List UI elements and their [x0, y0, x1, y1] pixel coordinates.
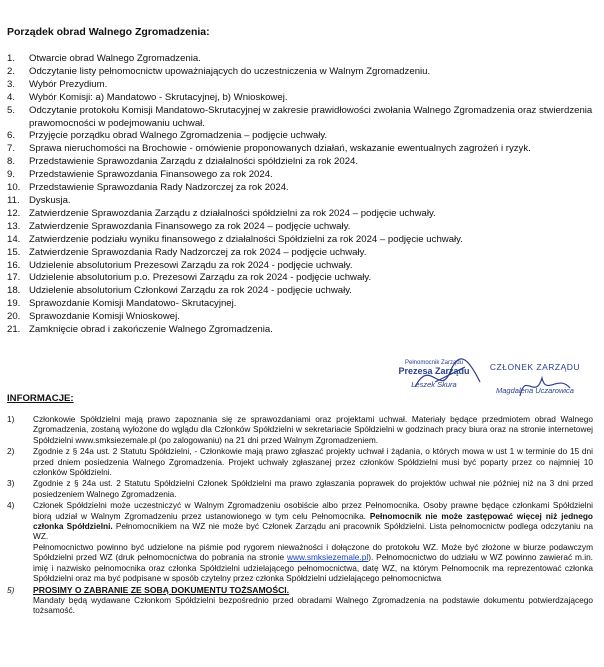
info-heading: INFORMACJE: [7, 393, 74, 404]
agenda-item [7, 195, 597, 208]
agenda-item [7, 311, 597, 324]
agenda-item [7, 272, 597, 285]
stamp-left-top: Pełnomocnik Zarządu [404, 360, 464, 366]
info-item-3: 3) Zgodnie z § 24a ust. 2 Statutu Spółdzielni Członek Spółdzielni ma prawo zgłaszania poprawek do projektów uchwał nie później niż na 3 dni przed posiedzeniem Walnego Zgromadzenia. [7, 478, 593, 499]
info-section [7, 414, 593, 617]
agenda-item-text: Odczytanie listy pełnomocnictw upoważniających do uczestniczenia w Walnym Zgromadzeniu. [29, 65, 431, 77]
agenda-item-number: 4. [7, 91, 16, 103]
agenda-item-text: Sprawa nieruchomości na Brochowie - omówienie proponowanych działań, wskazanie ewentualnych zagrożeń i ryzyk. [29, 143, 531, 155]
agenda-item-number: 14. [7, 233, 21, 245]
agenda-item-text: Otwarcie obrad Walnego Zgromadzenia. [29, 53, 201, 64]
agenda-item-number: 17. [7, 272, 21, 284]
agenda-item [7, 221, 597, 234]
stamp-right-name: Magdalena Uczarowica [496, 386, 574, 395]
agenda-item-text: Zatwierdzenie podziału wyniku finansowego z działalności Spółdzielni za rok 2024 – podjęcie uchwały. [29, 233, 463, 245]
agenda-item [7, 182, 597, 195]
agenda-item-number: 7. [7, 143, 16, 155]
agenda-item-text: Zamknięcie obrad i zakończenie Walnego Zgromadzenia. [29, 324, 273, 336]
agenda-item [7, 130, 597, 143]
agenda-item [7, 285, 597, 298]
agenda-item-text: Zatwierdzenie Sprawozdania Finansowego za rok 2024 – podjęcie uchwały. [29, 220, 351, 232]
agenda-item-number: 13. [7, 220, 21, 232]
agenda-item-number: 18. [7, 285, 21, 297]
signature-left [410, 352, 490, 402]
agenda-item-text: Przedstawienie Sprawozdania Finansowego za rok 2024. [29, 169, 273, 181]
agenda-item-text: Przyjęcie porządku obrad Walnego Zgromadzenia – podjęcie uchwały. [29, 130, 328, 142]
agenda-item-number: 10. [7, 182, 21, 194]
agenda-item-number: 11. [7, 194, 20, 206]
agenda-item-number: 5. [7, 104, 16, 116]
agenda-item [7, 105, 597, 131]
agenda-item-text: Odczytanie protokołu Komisji Mandatowo-Skrutacyjnej w zakresie prawidłowości zwołania Walnego Zgromadzenia oraz stwierdzenia prawomocności w podejmowaniu uchwał. [29, 104, 593, 129]
agenda-item [7, 324, 597, 337]
agenda-list [7, 53, 597, 337]
stamp-left-name: Leszek Skura [411, 380, 457, 389]
agenda-item-number: 9. [7, 169, 16, 181]
agenda-item [7, 79, 597, 92]
info-item-4: 4) Członek Spółdzielni może uczestniczyć w Walnym Zgromadzeniu osobiście albo przez Pełnomocnika. Osoby prawne będące członkami Spółdzielni biorą udział w Walnym Zgromadzeniu przez ustanowionego w tym celu Pełnomocnika. Pełnomocnik nie może zastępować więcej niż jednego członka Spółdzielni. Pełnomocnikiem na WZ nie może być Członek Zarządu ani pracownik Spółdzielni. Lista pełnomocnictw podlega odczytaniu na WZ. Pełnomocnictwo powinno być udzielone na piśmie pod rygorem nieważności i dołączone do protokołu WZ. Może być złożone w biurze podawczym Spółdzielni przed WZ (druk pełnomocnictwa do pobrania na stronie www.smksiezemale.pl). Pełnomocnictwo do udziału w WZ powinno zawierać m.in. imię i nazwisko pełnomocnika oraz członka Spółdzielni udzielającego pełnomocnictwa, datę WZ, na którym Pełnomocnik ma reprezentować członka Spółdzielni oraz ma być podpisane w sposób czytelny przez członka Spółdzielni udzielającego pełnomocnictwa [7, 500, 593, 584]
info-item-1: 1) Członkowie Spółdzielni mają prawo zapoznania się ze sprawozdaniami oraz projektami uchwał. Materiały będące przedmiotem obrad Walnego Zgromadzenia, zostaną wyłożone do wglądu dla Członków Spółdzielni w sekretariacie Spółdzielni w godzinach pracy biura oraz na stronie internetowej Spółdzielni www.smksiezemale.pl (po zalogowaniu) na 21 dni przed Walnym Zgromadzeniem. [7, 414, 593, 445]
agenda-item-text: Udzielenie absolutorium p.o. Prezesowi Zarządu za rok 2024 - podjęcie uchwały. [29, 272, 372, 284]
agenda-item [7, 169, 597, 182]
agenda-item-text: Wybór Prezydium. [29, 78, 108, 90]
website-link[interactable]: www.smksiezemale.pl [287, 552, 369, 563]
id-document-notice: PROSIMY O ZABRANIE ZE SOBĄ DOKUMENTU TOŻSAMOŚCI. [33, 584, 290, 595]
agenda-item-number: 2. [7, 65, 16, 77]
page-title: Porządek obrad Walnego Zgromadzenia: [7, 26, 210, 38]
agenda-item-number: 15. [7, 246, 21, 258]
agenda-item-text: Wybór Komisji: a) Mandatowo - Skrutacyjnej, b) Wnioskowej. [29, 91, 288, 103]
agenda-item [7, 260, 597, 273]
signature-right [510, 366, 580, 406]
agenda-item-number: 16. [7, 259, 21, 271]
agenda-item [7, 53, 597, 66]
info-item-2: 2) Zgodnie z § 24a ust. 2 Statutu Spółdzielni, - Członkowie mają prawo zgłaszać projekty uchwał i żądania, o których mowa w ust 1 w terminie do 15 dni przed dniem posiedzenia Walnego Zgromadzenia. Projekt uchwały zgłaszanej przez członków Spółdzielni musi być poparty przez co najmniej 10 członków Spółdzielni. [7, 446, 593, 478]
agenda-item [7, 66, 597, 79]
agenda-item-text: Zatwierdzenie Sprawozdania Rady Nadzorczej za rok 2024 – podjęcie uchwały. [29, 246, 367, 258]
agenda-item-number: 21. [7, 324, 21, 336]
agenda-item-text: Sprawozdanie Komisji Mandatowo- Skrutacyjnej. [29, 298, 237, 310]
proxy-rule-emphasis: Pełnomocnik nie może zastępować więcej niż jednego członka Spółdzielni. [33, 510, 593, 532]
agenda-item [7, 92, 597, 105]
agenda-item-number: 1. [7, 53, 16, 64]
agenda-item-number: 20. [7, 311, 21, 323]
agenda-item [7, 208, 597, 221]
agenda-item-text: Dyskusja. [29, 194, 71, 206]
agenda-item-number: 8. [7, 156, 16, 168]
agenda-item [7, 143, 597, 156]
info-item-5: 5) PROSIMY O ZABRANIE ZE SOBĄ DOKUMENTU TOŻSAMOŚCI. Mandaty będą wydawane Członkom Spółdzielni bezpośrednio przed obradami Walnego Zgromadzenia na podstawie dokumentu potwierdzającego tożsamość. [7, 584, 593, 616]
agenda-item-text: Przedstawienie Sprawozdania Rady Nadzorczej za rok 2024. [29, 182, 289, 194]
agenda-item-number: 3. [7, 78, 16, 90]
agenda-item-number: 19. [7, 298, 21, 310]
agenda-item-text: Udzielenie absolutorium Członkowi Zarządu za rok 2024 - podjęcie uchwały. [29, 285, 352, 297]
agenda-item-number: 12. [7, 207, 21, 219]
agenda-item-text: Zatwierdzenie Sprawozdania Zarządu z działalności spółdzielni za rok 2024 – podjęcie uchwały. [29, 207, 436, 219]
agenda-item [7, 247, 597, 260]
agenda-item [7, 234, 597, 247]
agenda-item-number: 6. [7, 130, 16, 142]
stamp-left-mid: Prezesa Zarządu [398, 366, 470, 376]
agenda-item-text: Udzielenie absolutorium Prezesowi Zarządu za rok 2024 - podjęcie uchwały. [29, 259, 353, 271]
agenda-item [7, 156, 597, 169]
agenda-item [7, 298, 597, 311]
agenda-item-text: Sprawozdanie Komisji Wnioskowej. [29, 311, 180, 323]
stamp-right-title: CZŁONEK ZARZĄDU [489, 362, 581, 372]
agenda-item-text: Przedstawienie Sprawozdania Zarządu z działalności spółdzielni za rok 2024. [29, 156, 359, 168]
